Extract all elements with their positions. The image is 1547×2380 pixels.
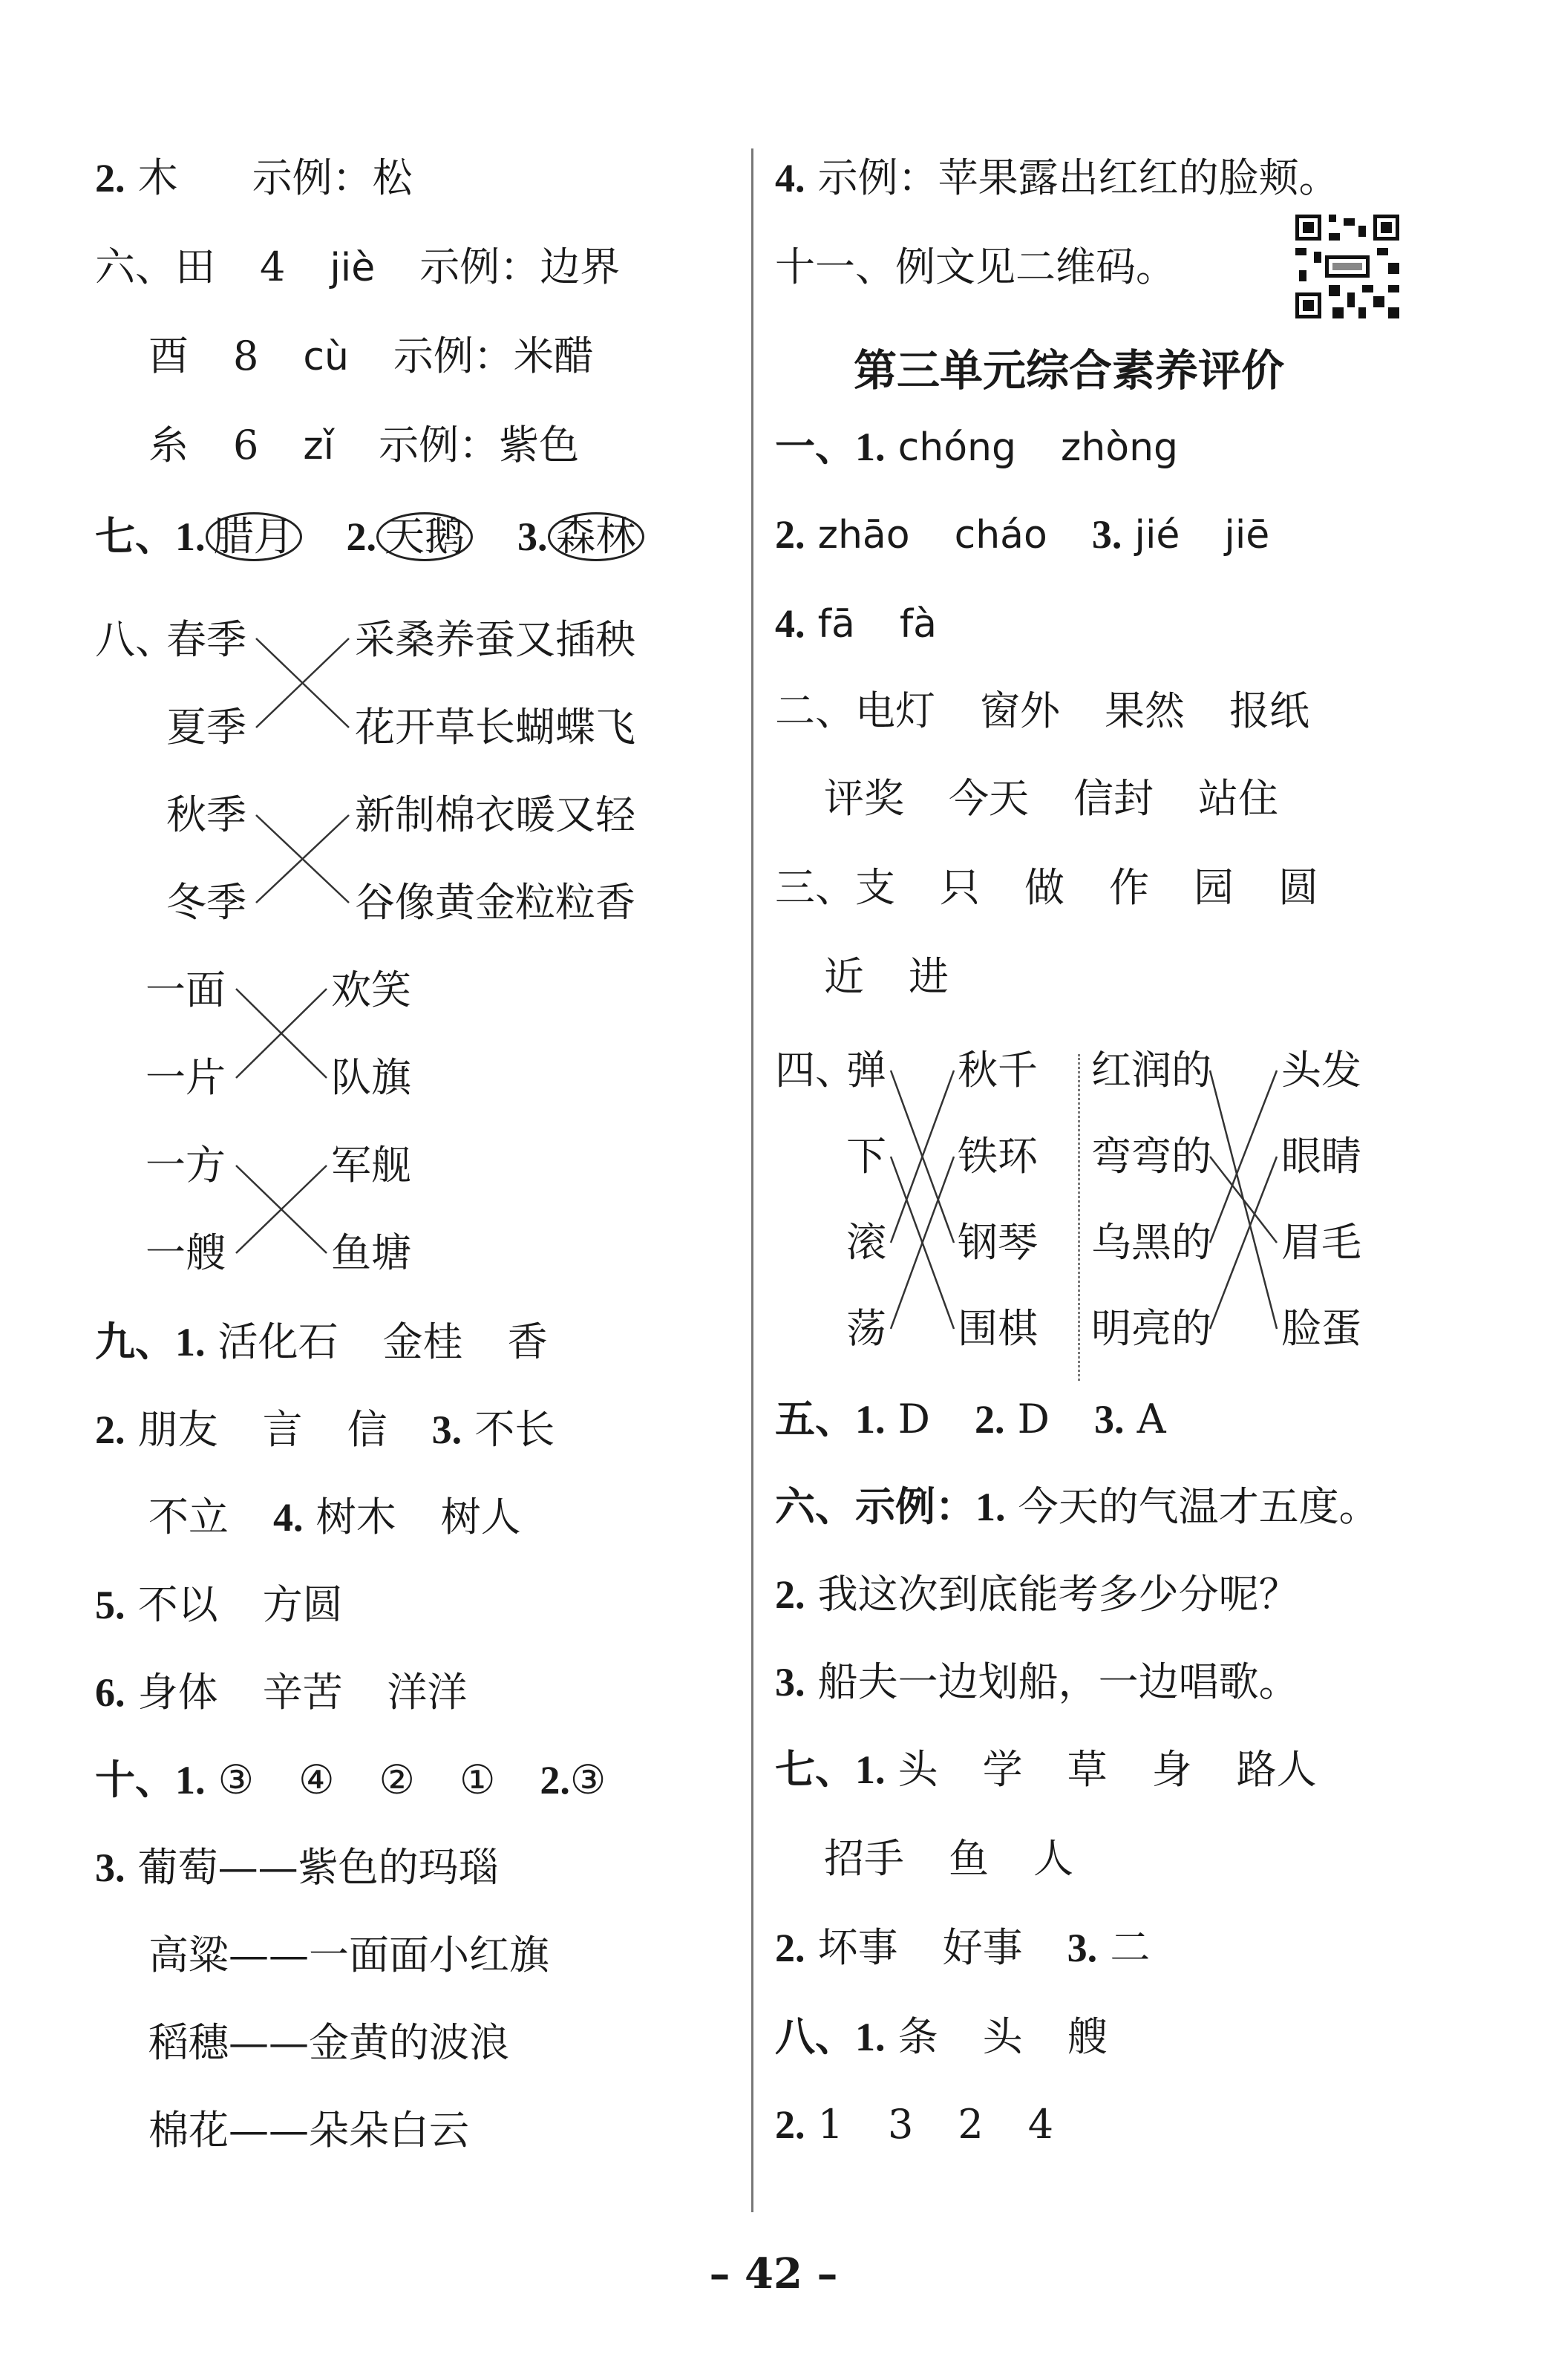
answer-line: 十、1. ③ ④ ② ① 2.③: [95, 1756, 606, 1803]
circled-word: 森林: [548, 512, 644, 561]
answer-line: 七、1. 腊月 2. 天鹅 3. 森林: [95, 512, 644, 561]
match-right-item: 脸蛋: [1281, 1305, 1361, 1352]
answer-line: 2. zhāo cháo 3. jié jiē: [775, 512, 1270, 558]
answer-line: 高粱——一面面小红旗: [148, 1932, 549, 1978]
answer-line: 招手 鱼 人: [824, 1835, 1073, 1882]
section-heading: 第三单元综合素养评价: [854, 345, 1285, 396]
match-right-item: 头发: [1281, 1047, 1361, 1093]
match-right-item: 铁环: [958, 1133, 1038, 1180]
answer-line: 六、示例：1. 今天的气温才五度。: [775, 1483, 1379, 1530]
answer-line: 八、1. 条 头 艘: [775, 2013, 1108, 2060]
circled-word: 天鹅: [376, 512, 473, 561]
answer-line: 九、1. 活化石 金桂 香: [95, 1318, 548, 1365]
match-line: [1210, 1157, 1277, 1243]
section-number: 四、: [775, 1047, 855, 1093]
match-left-item: 弯弯的: [1091, 1133, 1211, 1180]
match-right-item: 采桑养蚕又插秧: [355, 616, 635, 663]
match-left-item: 春季: [166, 616, 246, 663]
answer-line: 评奖 今天 信封 站住: [824, 775, 1278, 822]
match-right-item: 军舰: [331, 1142, 411, 1189]
match-right-item: 钢琴: [958, 1219, 1038, 1266]
answer-line: 2. 坏事 好事 3. 二: [775, 1924, 1151, 1971]
match-right-item: 眉毛: [1281, 1219, 1361, 1266]
answer-line: 4. fā fà: [775, 601, 938, 647]
answer-line: 七、1. 头 学 草 身 路人: [775, 1746, 1317, 1793]
answer-line: 糸 6 zǐ 示例：紫色: [148, 422, 580, 468]
answer-line: 2. 木 示例：松: [95, 154, 413, 201]
match-right-item: 花开草长蝴蝶飞: [355, 704, 635, 751]
match-left-item: 红润的: [1091, 1047, 1211, 1093]
answer-line: 棉花——朵朵白云: [148, 2107, 469, 2154]
match-left-item: 一艘: [145, 1229, 226, 1276]
answer-line: 2. 我这次到底能考多少分呢？: [775, 1571, 1299, 1618]
section-number: 八、: [95, 616, 175, 663]
match-left-item: 一面: [145, 967, 226, 1013]
match-left-item: 一片: [145, 1054, 226, 1101]
answer-line: 酉 8 cù 示例：米醋: [148, 333, 594, 379]
answer-line: 三、支 只 做 作 园 圆: [775, 864, 1318, 911]
answer-line: 6. 身体 辛苦 洋洋: [95, 1669, 468, 1716]
match-left-item: 荡: [846, 1305, 886, 1352]
match-left-item: 夏季: [166, 704, 246, 751]
answer-line: 六、田 4 jiè 示例：边界: [95, 243, 621, 290]
match-right-item: 鱼塘: [331, 1229, 411, 1276]
match-left-item: 一方: [145, 1142, 226, 1189]
answer-line: 3. 葡萄——紫色的玛瑙: [95, 1844, 499, 1891]
match-line: [1210, 1070, 1277, 1243]
match-left-item: 弹: [846, 1047, 886, 1093]
circled-word: 腊月: [206, 512, 302, 561]
match-right-item: 秋千: [958, 1047, 1038, 1093]
match-right-item: 欢笑: [331, 967, 411, 1013]
match-left-item: 秋季: [166, 791, 246, 838]
match-left-item: 乌黑的: [1091, 1219, 1211, 1266]
answer-line: 一、1. chóng zhòng: [775, 425, 1179, 470]
match-right-item: 谷像黄金粒粒香: [355, 879, 635, 926]
match-left-item: 下: [846, 1133, 886, 1180]
answer-line: 3. 船夫一边划船，一边唱歌。: [775, 1658, 1299, 1705]
match-left-item: 冬季: [166, 879, 246, 926]
match-left-item: 滚: [846, 1219, 886, 1266]
answer-line: 2. 朋友 言 信 3. 不长: [95, 1406, 555, 1453]
match-line: [1210, 1157, 1277, 1329]
match-right-item: 新制棉衣暖又轻: [355, 791, 635, 838]
answer-line: 五、1. D 2. D 3. A: [775, 1396, 1166, 1442]
answer-line: 4. 示例：苹果露出红红的脸颊。: [775, 154, 1339, 201]
answer-line: 十一、例文见二维码。: [775, 243, 1176, 290]
match-right-item: 队旗: [331, 1054, 411, 1101]
answer-line: 近 进: [824, 953, 949, 1000]
answer-line: 二、电灯 窗外 果然 报纸: [775, 687, 1309, 734]
answer-line: 2. 1 3 2 4: [775, 2101, 1054, 2148]
match-left-item: 明亮的: [1091, 1305, 1211, 1352]
answer-line: 不立 4. 树木 树人: [148, 1494, 521, 1540]
match-right-item: 眼睛: [1281, 1133, 1361, 1180]
answer-line: 稻穗——金黄的波浪: [148, 2019, 509, 2066]
match-right-item: 围棋: [958, 1305, 1038, 1352]
answer-line: 5. 不以 方圆: [95, 1581, 343, 1628]
page-number: – 42 –: [709, 2249, 838, 2298]
